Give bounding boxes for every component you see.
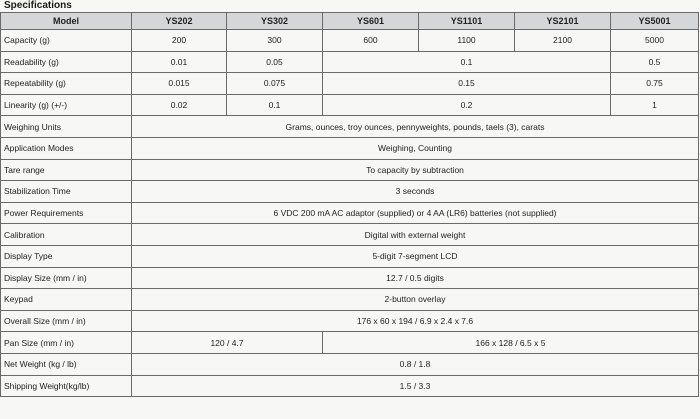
column-header-ys202: YS202: [132, 13, 227, 30]
table-cell: 0.1: [227, 94, 323, 116]
row-label-calibration: Calibration: [1, 224, 132, 246]
table-row: [1, 30, 699, 52]
table-cell: To capacity by subtraction: [132, 159, 699, 181]
row-label-power-requirements: Power Requirements: [1, 202, 132, 224]
table-cell: 0.075: [227, 73, 323, 95]
row-label-pan-size: Pan Size (mm / in): [1, 332, 132, 354]
table-cell: 0.1: [323, 51, 611, 73]
table-row: [1, 310, 699, 332]
column-header-ys2101: YS2101: [515, 13, 611, 30]
table-row: [1, 116, 699, 138]
table-cell: Grams, ounces, troy ounces, pennyweights, pounds, taels (3), carats: [132, 116, 699, 138]
row-label-readability: Readability (g): [1, 51, 132, 73]
row-label-tare-range: Tare range: [1, 159, 132, 181]
table-cell: 0.01: [132, 51, 227, 73]
table-row: [1, 224, 699, 246]
table-cell: 3 seconds: [132, 181, 699, 203]
table-row: [1, 51, 699, 73]
table-row: [1, 159, 699, 181]
table-row: [1, 289, 699, 311]
column-header-ys302: YS302: [227, 13, 323, 30]
table-cell: 2100: [515, 30, 611, 52]
row-label-repeatability: Repeatability (g): [1, 73, 132, 95]
row-label-capacity: Capacity (g): [1, 30, 132, 52]
table-row: [1, 202, 699, 224]
table-cell: 300: [227, 30, 323, 52]
table-row: [1, 181, 699, 203]
table-cell: 1100: [419, 30, 515, 52]
table-cell: 200: [132, 30, 227, 52]
table-cell: 2-button overlay: [132, 289, 699, 311]
table-cell: 6 VDC 200 mA AC adaptor (supplied) or 4 AA (LR6) batteries (not supplied): [132, 202, 699, 224]
row-label-display-size: Display Size (mm / in): [1, 267, 132, 289]
column-header-ys1101: YS1101: [419, 13, 515, 30]
row-label-linearity: Linearity (g) (+/-): [1, 94, 132, 116]
table-row: [1, 267, 699, 289]
table-cell: 12.7 / 0.5 digits: [132, 267, 699, 289]
table-cell: 0.15: [323, 73, 611, 95]
column-header-model: Model: [1, 13, 132, 30]
table-cell: Weighing, Counting: [132, 137, 699, 159]
row-label-overall-size: Overall Size (mm / in): [1, 310, 132, 332]
table-cell: Digital with external weight: [132, 224, 699, 246]
table-cell: 0.5: [611, 51, 699, 73]
column-header-ys601: YS601: [323, 13, 419, 30]
table-cell: 166 x 128 / 6.5 x 5: [323, 332, 699, 354]
table-cell: 176 x 60 x 194 / 6.9 x 2.4 x 7.6: [132, 310, 699, 332]
table-row: [1, 73, 699, 95]
table-row: [1, 94, 699, 116]
table-row: [1, 137, 699, 159]
table-header-row: [1, 13, 699, 30]
table-cell: 5000: [611, 30, 699, 52]
table-row: [1, 245, 699, 267]
table-cell: 1: [611, 94, 699, 116]
row-label-display-type: Display Type: [1, 245, 132, 267]
table-cell: 5-digit 7-segment LCD: [132, 245, 699, 267]
row-label-net-weight: Net Weight (kg / lb): [1, 353, 132, 375]
table-cell: 0.02: [132, 94, 227, 116]
table-cell: 0.75: [611, 73, 699, 95]
table-row: [1, 375, 699, 397]
row-label-stabilization-time: Stabilization Time: [1, 181, 132, 203]
table-cell: 0.05: [227, 51, 323, 73]
page-title: Specifications: [4, 0, 72, 11]
table-cell: 0.8 / 1.8: [132, 353, 699, 375]
table-row: [1, 332, 699, 354]
specifications-table: [0, 12, 699, 397]
row-label-weighing-units: Weighing Units: [1, 116, 132, 138]
row-label-application-modes: Application Modes: [1, 137, 132, 159]
row-label-keypad: Keypad: [1, 289, 132, 311]
table-cell: 1.5 / 3.3: [132, 375, 699, 397]
table-cell: 0.015: [132, 73, 227, 95]
table-cell: 600: [323, 30, 419, 52]
table-cell: 0.2: [323, 94, 611, 116]
table-row: [1, 353, 699, 375]
column-header-ys5001: YS5001: [611, 13, 699, 30]
table-cell: 120 / 4.7: [132, 332, 323, 354]
row-label-shipping-weight: Shipping Weight(kg/lb): [1, 375, 132, 397]
